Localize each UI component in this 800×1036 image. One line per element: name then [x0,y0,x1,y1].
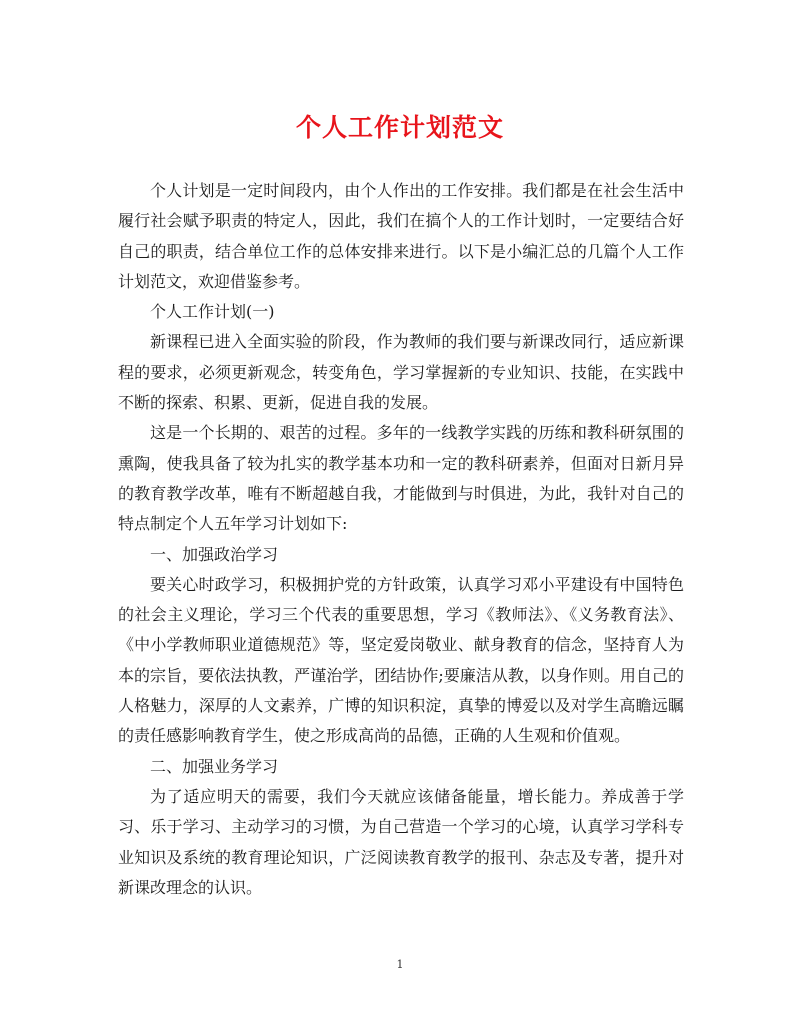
body-paragraph: 这是一个长期的、艰苦的过程。多年的一线教学实践的历练和教科研氛围的熏陶，使我具备了较为扎实的教学基本功和一定的教科研素养，但面对日新月异的教育教学改革，唯有不断超越自我，才能做到与时俱进，为此，我针对自己的特点制定个人五年学习计划如下: [118,423,684,534]
body-paragraph: 为了适应明天的需要，我们今天就应该储备能量，增长能力。养成善于学习、乐于学习、主动学习的习惯，为自己营造一个学习的心境，认真学习学科专业知识及系统的教育理论知识，广泛阅读教育教学的报刊、杂志及专著，提升对新课改理念的认识。 [118,786,684,897]
section-heading-plan-1: 个人工作计划(一) [150,302,275,322]
body-paragraph: 新课程已进入全面实验的阶段，作为教师的我们要与新课改同行，适应新课程的要求，必须更新观念，转变角色，学习掌握新的专业知识、技能，在实践中不断的探索、积累、更新，促进自我的发展。 [118,332,684,413]
section-heading-political-study: 一、加强政治学习 [150,544,279,564]
body-paragraph: 要关心时政学习，积极拥护党的方针政策，认真学习邓小平建设有中国特色的社会主义理论，学习三个代表的重要思想，学习《教师法》、《义务教育法》、《中小学教师职业道德规范》等，坚定爱岗敬业、献身教育的信念，坚持育人为本的宗旨，要依法执教，严谨治学，团结协作;要廉洁从教，以身作则。用自己的人格魅力，深厚的人文素养，广博的知识积淀，真挚的博爱以及对学生高瞻远瞩的责任感影响教育学生，使之形成高尚的品德，正确的人生观和价值观。 [118,574,684,746]
document-body [118,176,684,903]
document-title: 个人工作计划范文 [295,113,504,142]
page-number: 1 [396,958,404,971]
intro-paragraph: 个人计划是一定时间段内，由个人作出的工作安排。我们都是在社会生活中履行社会赋予职责的特定人，因此，我们在搞个人的工作计划时，一定要结合好自己的职责，结合单位工作的总体安排来进行。以下是小编汇总的几篇个人工作计划范文，欢迎借鉴参考。 [118,181,684,291]
section-heading-professional-study: 二、加强业务学习 [150,756,279,776]
